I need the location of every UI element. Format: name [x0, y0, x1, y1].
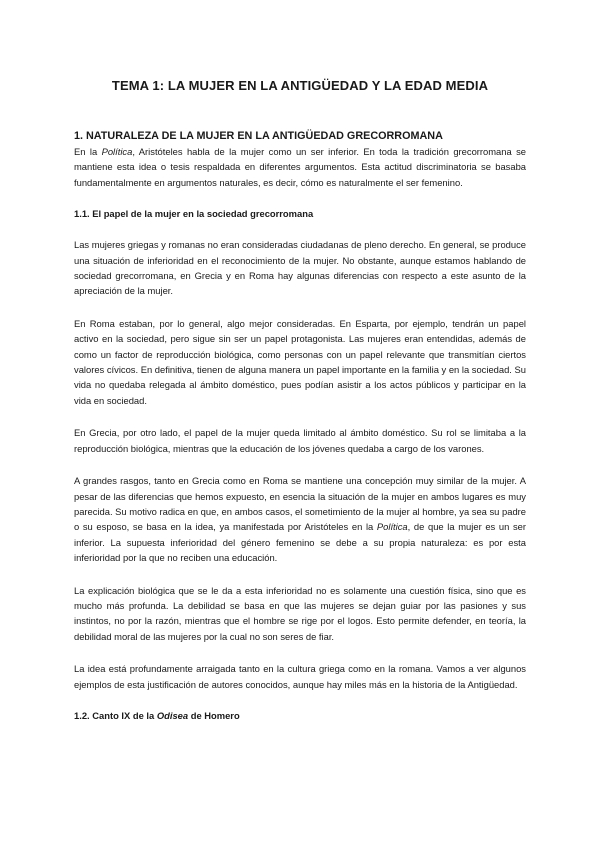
heading-1-2-before: 1.2. Canto IX de la — [74, 709, 157, 721]
paragraph-5: La explicación biológica que se le da a esta inferioridad no es solamente una cuestión física, sino que es mucho más profunda. La debilidad se basa en que las mujeres se dejan guiar por las pasiones y sus instintos, no por la razón, mientras que el hombre se rige por el logos. Esto permite defender, en teoría, la debilidad moral de las mujeres por la cual no son seres de fiar. — [74, 584, 526, 642]
section-1-intro — [74, 144, 526, 190]
intro-text-before: En la — [74, 146, 102, 157]
paragraph-6: La idea está profundamente arraigada tanto en la cultura griega como en la romana. Vamos a ver algunos ejemplos de esta justificación de autores conocidos, aunque hay miles más en la historia de la Antigüedad. — [74, 663, 526, 690]
paragraph-2: En Roma estaban, por lo general, algo mejor consideradas. En Esparta, por ejemplo, tendrán un papel activo en la sociedad, pero sigue sin ser un papel protagonista. Las mujeres eran entendidas, además de como un factor de reproducción biológica, como personas con un papel relevante que transmitían ciertos valores cívicos. En definitiva, tienen de alguna manera un papel importante en la familia y en la sociedad. Su vida no quedaba relegada al ámbito doméstico, pues podían asistir a los actos públicos y participar en la vida en sociedad. — [74, 317, 526, 406]
subsection-heading-1-2 — [74, 708, 526, 723]
intro-text-after: , Aristóteles habla de la mujer como un ser inferior. En toda la tradición grecorromana se mantiene esta idea o tesis respaldada en diferentes argumentos. Esta actitud discriminatoria se basaba fundamentalmente en argumentos naturales, es decir, cómo es naturalmente el ser femenino. — [74, 146, 526, 188]
paragraph-4-italic-title: Política — [376, 521, 408, 533]
paragraph-4-text-before: A grandes rasgos, tanto en Grecia como en Roma se mantiene una concepción muy similar de la mujer. A pesar de las diferencias que hemos expuesto, en esencia la situación de la mujer en ambos lugares es muy parecida. Su motivo radica en que, en ambos casos, el sometimiento de la mujer al hombre, ya sea su padre o su esposo, se basa en la idea, ya manifestada por Aristóteles en la — [74, 475, 526, 533]
intro-italic-title: Política — [101, 146, 133, 157]
page-title: TEMA 1: LA MUJER EN LA ANTIGÜEDAD Y LA EDAD MEDIA — [111, 78, 489, 93]
document-body — [74, 128, 526, 723]
paragraph-4 — [74, 473, 526, 565]
paragraph-4-text-after: , de que la mujer es un ser inferior. La supuesta inferioridad del género femenino se debe a su propia naturaleza: es por esta inferioridad por la que no reciben una educación. — [74, 521, 527, 564]
heading-1-2-italic: Odisea — [156, 709, 189, 721]
subsection-heading-1-1: 1.1. El papel de la mujer en la sociedad grecorromana — [74, 208, 314, 220]
paragraph-1: Las mujeres griegas y romanas no eran consideradas ciudadanas de pleno derecho. En general, se produce una situación de inferioridad en el reconocimiento de la mujer. No obstante, aunque estamos hablando de sociedad grecorromana, en Grecia y en Roma hay algunas diferencias con respecto a este asunto de la apreciación de la mujer. — [74, 239, 526, 297]
section-heading-1: 1. NATURALEZA DE LA MUJER EN LA ANTIGÜEDAD GRECORROMANA — [74, 130, 443, 142]
heading-1-2-after: de Homero — [188, 709, 240, 721]
paragraph-3: En Grecia, por otro lado, el papel de la mujer queda limitado al ámbito doméstico. Su rol se limitaba a la reproducción biológica, mientras que la educación de los jóvenes quedaba a cargo de los varones. — [74, 427, 526, 454]
